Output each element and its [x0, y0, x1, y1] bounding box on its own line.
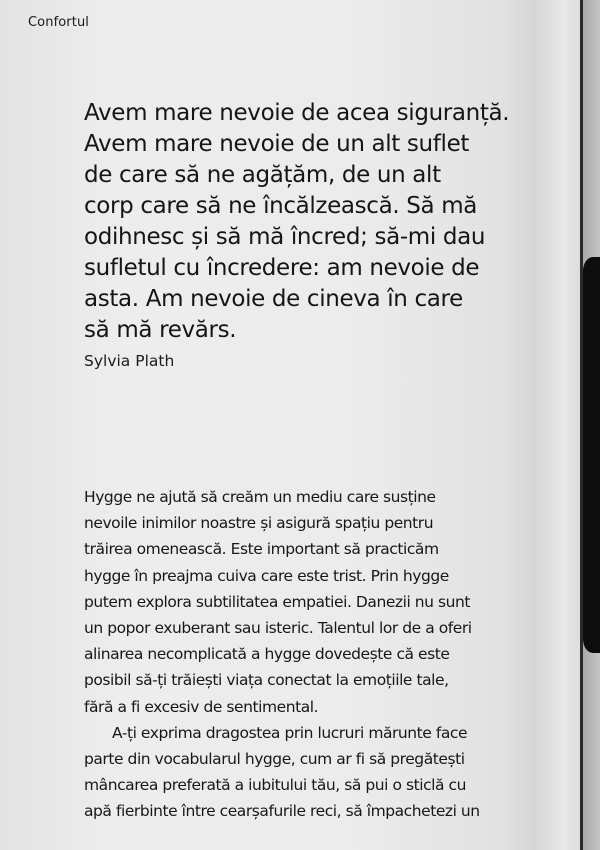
paragraph-2 [84, 720, 574, 825]
body-line: posibil să-ți trăiești viața conectat la emoțiile tale, [84, 671, 449, 690]
quote-line: asta. Am nevoie de cineva în care [84, 286, 463, 312]
body-line: hygge în preajma cuiva care este trist. Prin hygge [84, 566, 449, 585]
body-line: nevoile inimilor noastre și asigură spațiu pentru [84, 514, 434, 533]
book-tab-marker [583, 257, 600, 653]
body-line: Hygge ne ajută să creăm un mediu care susține [84, 488, 436, 506]
quote-line: de care să ne agățăm, de un alt [84, 162, 441, 188]
quote-line: Avem mare nevoie de acea siguranță. [84, 100, 510, 126]
quote-author: Sylvia Plath [84, 352, 175, 370]
body-line: mâncarea preferată a iubitului tău, să pui o sticlă cu [84, 776, 466, 795]
quote-line: corp care să ne încălzească. Să mă [84, 193, 478, 219]
body-line: apă fierbinte între cearșafurile reci, să împachetezi un [84, 802, 480, 821]
body-line: fără a fi excesiv de sentimental. [84, 697, 319, 716]
body-line: parte din vocabularul hygge, cum ar fi să pregătești [84, 750, 465, 769]
body-text [84, 484, 574, 825]
paragraph-1 [84, 484, 574, 720]
body-line: un popor exuberant sau isteric. Talentul lor de a oferi [84, 619, 472, 638]
body-line: A-ți exprima dragostea prin lucruri mărunte face [112, 723, 468, 742]
epigraph-quote [84, 98, 564, 371]
body-line: putem explora subtilitatea empatiei. Danezii nu sunt [84, 592, 471, 611]
body-line: trăirea omenească. Este important să practicăm [84, 540, 439, 559]
body-line: alinarea necomplicată a hygge dovedește că este [84, 645, 450, 664]
quote-line: Avem mare nevoie de un alt suflet [84, 131, 470, 157]
quote-line: odihnesc și să mă încred; să-mi dau [84, 224, 486, 250]
quote-line: sufletul cu încredere: am nevoie de [84, 255, 480, 281]
quote-line: să mă revărs. [84, 317, 237, 343]
running-head: Confortul [28, 15, 89, 30]
